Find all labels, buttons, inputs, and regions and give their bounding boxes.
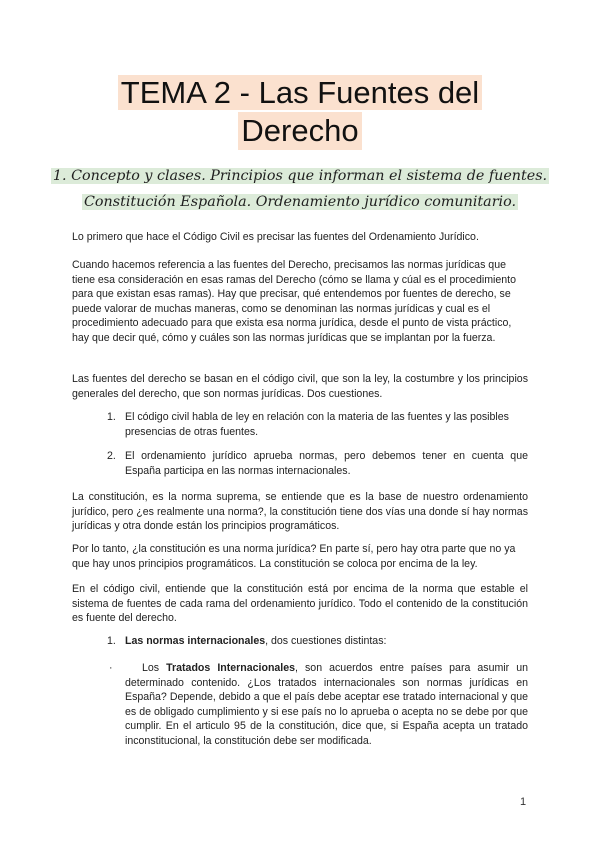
list-item-number: 1. [107,635,116,647]
bullet-lead: Los [142,662,167,674]
bullet-text [125,661,528,749]
paragraph-intro: Lo primero que hace el Código Civil es precisar las fuentes del Ordenamiento Jurídico. [72,231,479,243]
section-heading-line-1: 1. Concepto y clases. Principios que informan el sistema de fuentes. [52,168,548,184]
list-item-text: El ordenamiento jurídico aprueba normas, pero debemos tener en cuenta que España participa en las normas internacionales. [125,450,528,477]
page-title [0,74,600,150]
paragraph-codigo-civil: Las fuentes del derecho se basan en el código civil, que son la ley, la costumbre y los principios generales del derecho, que son normas jurídicas. Dos cuestiones. [72,373,528,400]
section-heading-line-2: Constitución Española. Ordenamiento jurídico comunitario. [83,194,516,210]
bullet-rest: , son acuerdos entre países para asumir un determinado contenido. ¿Los tratados internacionales son normas jurídicas en España? Depende, debido a que el país debe aceptar ese tratado internacional y que es de obligado cumplimiento y si ese país no lo aprueba o acepta no se debe por que cumplir. En el articulo 95 de la constitución, dice que, si España acepta un tratado inconstitucional, la constitución debe ser modificada. [125,662,529,747]
page-number: 1 [520,796,527,808]
list-item-bold: Las normas internacionales [125,635,266,647]
list-item-number: 1. [107,411,116,423]
paragraph-norma-juridica: Por lo tanto, ¿la constitución es una norma jurídica? En parte sí, pero hay otra parte que no ya que hay unos principios programáticos. La constitución se coloca por encima de la ley. [72,543,516,570]
paragraph-constitucion: La constitución, es la norma suprema, se entiende que es la base de nuestro ordenamiento jurídico, pero ¿es realmente una norma?, la constitución tiene dos vías una donde sí hay normas jurídicas y otra donde están los principios programáticos. [72,491,528,533]
paragraph-fuentes-definicion: Cuando hacemos referencia a las fuentes del Derecho, precisamos las normas jurídicas que tiene esa consideración en esas ramas del Derecho (cómo se llama y cúal es el procedimiento para que existan esas ramas). Hay que precisar, qué entendemos por fuentes de derecho, se puede valorar de muchas maneras, como se denominan las normas jurídicas y cual es el procedimiento adecuado para que exista esa norma jurídica, desde el punto de vista práctico, hay que decir qué, cómo y cuáles son las normas jurídicas que se implantan por la fuerza. [72,259,516,344]
list-item-rest: , dos cuestiones distintas: [265,635,387,647]
title-line-2: Derecho [238,112,361,150]
list-item-text [125,634,528,649]
title-line-1: TEMA 2 - Las Fuentes del [118,75,482,110]
list-item-number: 2. [107,450,116,462]
bullet-marker: · [109,662,113,674]
section-heading [0,163,600,215]
paragraph-sistema-fuentes: En el código civil, entiende que la constitución está por encima de la norma que estable el sistema de fuentes de cada rama del ordenamiento jurídico. Todo el contenido de la constitución es fuente del derecho. [72,583,528,625]
bullet-bold: Tratados Internacionales [166,662,296,674]
list-item-text: El código civil habla de ley en relación con la materia de las fuentes y las posibles presencias de otras fuentes. [125,411,509,438]
